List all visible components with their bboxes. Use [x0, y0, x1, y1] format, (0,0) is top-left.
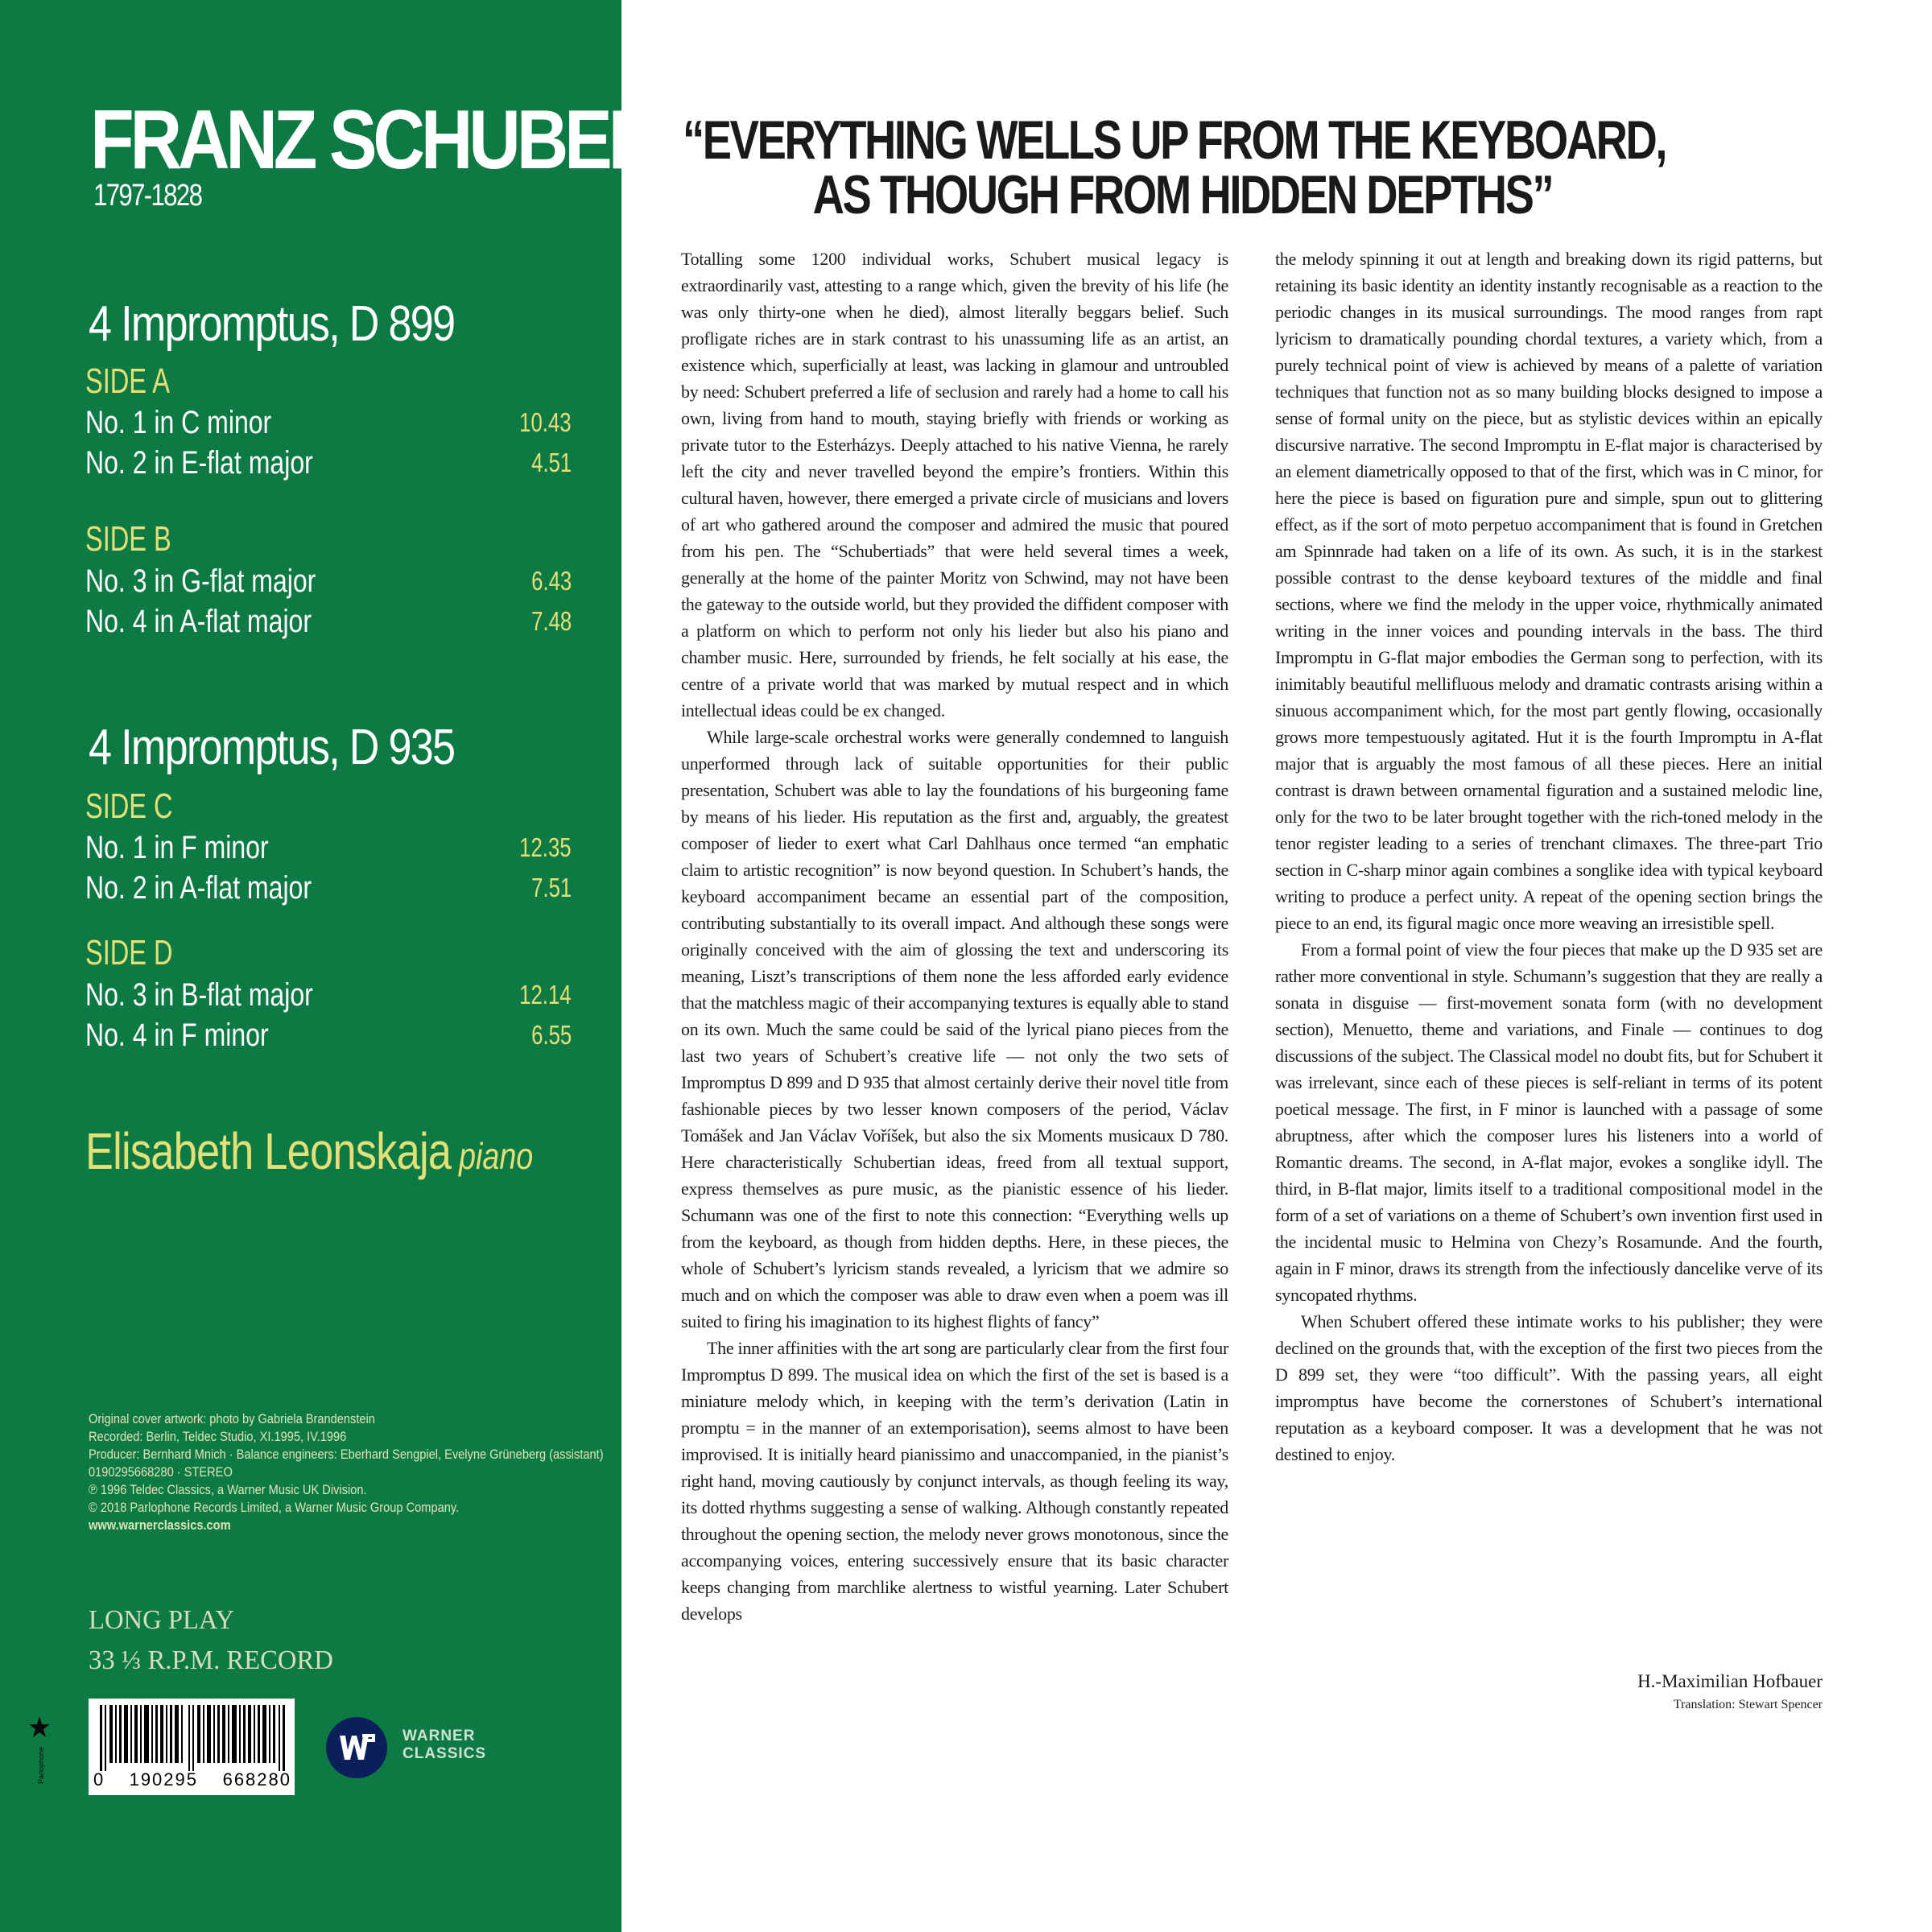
track-row [85, 444, 572, 481]
work-title: 4 Impromptus, D 935 [89, 720, 455, 775]
barcode-bars-icon [100, 1705, 285, 1771]
side-label: SIDE D [85, 933, 173, 972]
track-title: No. 2 in E-flat major [85, 445, 313, 481]
track-row [85, 563, 572, 600]
record-format [89, 1600, 333, 1681]
essay-column-left [681, 246, 1228, 1627]
track-duration: 12.14 [519, 980, 572, 1009]
track-row [85, 603, 572, 640]
essay-paragraph: From a formal point of view the four pieces that make up the D 935 set are rather more conventional in style. Schumann’s suggestion that they are really a sonata in disguise — first-movement sonata form (with no development section), Menuetto, theme and variations, and Finale — continues to dog discussions of the subject. The Classical model no doubt fits, but for Schubert it was irrelevant, since each of these pieces is self-reliant in terms of its potent poetical message. The first, in F minor is launched with a passage of some abruptness, after which the composer lures his listeners into a world of Romantic dreams. The second, in A-flat major, evokes a songlike idyll. The third, in B-flat major, limits itself to a traditional compositional model in the form of a set of variations on a theme of Schubert’s own invention first used in the incidental music to Helmina von Chezy’s Rosamunde. And the fourth, again in F minor, draws its strength from the infectiously dancelike verve of its syncopated rhythms. [1275, 939, 1823, 1305]
side-label: SIDE A [85, 361, 170, 401]
label-brand [402, 1728, 486, 1763]
track-title: No. 4 in F minor [85, 1018, 269, 1053]
barcode-group: 668280 [222, 1769, 291, 1790]
track-row [85, 829, 572, 866]
performer-credit [85, 1122, 534, 1180]
side-label: SIDE B [85, 519, 171, 559]
website-link[interactable]: www.warnerclassics.com [89, 1517, 231, 1533]
track-row [85, 404, 572, 441]
headline-line1: “EVERYTHING WELLS UP FROM THE KEYBOARD, [683, 109, 1666, 171]
credit-line: ℗ 1996 Teldec Classics, a Warner Music UK Division. [89, 1482, 367, 1497]
credit-line: Recorded: Berlin, Teldec Studio, XI.1995, IV.1996 [89, 1429, 347, 1444]
svg-text:Parlophone: Parlophone [37, 1746, 45, 1784]
essay-paragraph: The inner affinities with the art song are particularly clear from the first four Impromptus D 899. The musical idea on which the first of the set is based is a miniature melody which, in keeping with the term’s derivation (Latin in promptu = in the manner of an extemporisation), seems almost to have been improvised. It is initially heard pianissimo and unaccompanied, in the pianist’s right hand, moving cautiously by conjunct intervals, as though feeling its way, its dotted rhythms suggesting a sense of walking. Although constantly repeated throughout the opening section, the melody never grows monotonous, since the accompanying voices, entering successively ensure that its basic character keeps changing from marchlike alertness to wistful yearning. Later Schubert develops [681, 1338, 1228, 1624]
composer-name: FRANZ SCHUBERT [90, 93, 696, 187]
credit-line: 0190295668280 · STEREO [89, 1464, 233, 1480]
barcode [89, 1699, 295, 1795]
barcode-number [93, 1769, 291, 1790]
record-format-line1: LONG PLAY [89, 1605, 235, 1635]
label-brand-line1: WARNER [402, 1728, 476, 1744]
essay-author: H.-Maximilian Hofbauer [1637, 1671, 1823, 1691]
track-duration: 4.51 [530, 448, 572, 477]
performer-instrument: piano [458, 1135, 534, 1177]
headline-line2: AS THOUGH FROM HIDDEN DEPTHS” [812, 164, 1552, 225]
track-title: No. 3 in G-flat major [85, 564, 316, 599]
composer-dates: 1797-1828 [93, 179, 202, 213]
track-duration: 10.43 [519, 407, 572, 437]
credit-line: © 2018 Parlophone Records Limited, a Warner Music Group Company. [89, 1500, 460, 1515]
track-title: No. 1 in F minor [85, 830, 269, 865]
performer-name: Elisabeth Leonskaja [85, 1122, 452, 1180]
track-row [85, 1017, 572, 1054]
essay-column-right [1275, 246, 1823, 1468]
side-label: SIDE C [85, 786, 173, 826]
label-brand-line2: CLASSICS [402, 1745, 487, 1762]
essay-paragraph: While large-scale orchestral works were generally condemned to languish unperformed through lack of suitable opportunities for their public presentation, Schubert was able to lay the foundations of his burgeoning fame by means of his lieder. His reputation as the first and, arguably, the greatest composer of lieder to exert what Carl Dahlhaus once termed “an emphatic claim to artistic recognition” is now beyond question. In Schubert’s hands, the keyboard accompaniment became an essential part of the composition, contributing substantially to its overall impact. And although these songs were originally conceived with the aim of glossing the text and underscoring its meaning, Liszt’s transcriptions of them none the less afforded early evidence that the matchless magic of their accompanying textures is equally able to stand on its own. Much the same could be said of the lyrical piano pieces from the last two years of Schubert’s creative life — not only the two sets of Impromptus D 899 and D 935 that almost certainly derive their novel title from fashionable pieces by two lesser known composers of the period, Václav Tomášek and Jan Václav Voříšek, but also the six Moments musicaux D 780. Here characteristically Schubertian ideas, freed from all textual support, express themselves as pure music, as the pianistic essence of his lieder. Schumann was one of the first to note this connection: “Everything wells up from the keyboard, as though from hidden depths. Here, in these pieces, the whole of Schubert’s lyricism stands revealed, a lyricism that we admire so much and on which the composer was able to draw even when a poem was ill suited to firing his imagination to its highest flights of fancy” [681, 727, 1228, 1331]
work-title: 4 Impromptus, D 899 [89, 296, 455, 352]
essay-signature [1275, 1668, 1823, 1715]
track-row [85, 869, 572, 906]
track-duration: 6.43 [530, 566, 572, 596]
parlophone-logo-icon [24, 1713, 55, 1785]
credit-line: Producer: Bernhard Mnich · Balance engineers: Eberhard Sengpiel, Evelyne Grüneberg (assistant) [89, 1447, 604, 1462]
track-title: No. 2 in A-flat major [85, 870, 312, 906]
essay-translator: Translation: Stewart Spencer [1673, 1698, 1823, 1711]
essay-paragraph: When Schubert offered these intimate works to his publisher; they were declined on the grounds that, with the exception of the first two pieces from the D 899 set, they were “too difficult”. With the passing years, all eight impromptus have become the cornerstones of Schubert’s international reputation as a keyboard composer. It was a development that he was not destined to enjoy. [1275, 1311, 1823, 1464]
track-title: No. 4 in A-flat major [85, 604, 312, 639]
barcode-group: 190295 [129, 1769, 198, 1790]
track-row [85, 976, 572, 1013]
barcode-digit: 0 [93, 1769, 104, 1790]
track-duration: 7.51 [530, 873, 572, 902]
essay-paragraph: Totalling some 1200 individual works, Schubert musical legacy is extraordinarily vast, attesting to a range which, given the brevity of his life (he was only thirty-one when he died), almost literally beggars belief. Such profligate riches are in stark contrast to his unassuming life as an artist, an existence which, superficially at least, was lacking in glamour and untroubled by need: Schubert preferred a life of seclusion and rarely had a home to call his own, living from hand to mouth, staying briefly with friends or working as private tutor to the Esterházys. Deeply attached to his native Vienna, he rarely left the city and never travelled beyond the empire’s frontiers. Within this cultural haven, however, there emerged a private circle of musicians and lovers of art who gathered around the composer and admired the music that poured from his pen. The “Schubertiads” that were held several times a week, generally at the home of the painter Moritz von Schwind, may not have been the gateway to the outside world, but they provided the diffident composer with a platform on which to perform not only his lieder but also his piano and chamber music. Here, surrounded by friends, he felt socially at his ease, the centre of a private world that was marked by mutual respect and in which intellectual ideas could be ex changed. [681, 249, 1228, 720]
record-format-line2: 33 ⅓ R.P.M. RECORD [89, 1645, 333, 1675]
track-title: No. 1 in C minor [85, 405, 272, 440]
essay-paragraph: the melody spinning it out at length and breaking down its rigid patterns, but retaining its basic identity an identity instantly recognisable as a reaction to the periodic changes in its musical surroundings. The mood ranges from rapt lyricism to dramatically pounding chordal textures, a variety which, from a purely technical point of view is achieved by means of a palette of variation techniques that function not as so many building blocks designed to impose a sense of formal unity on the piece, but as stylistic devices within an epically discursive narrative. The second Impromptu in E-flat major is characterised by an element diametrically opposed to that of the first, which was in C minor, for here the piece is based on figuration pure and simple, spun out to glittering effect, as if the sort of moto perpetuo accompaniment that is found in Gretchen am Spinnrade had taken on a life of its own. As such, it is in the starkest possible contrast to the dense keyboard textures of the middle and final sections, where we find the melody in the upper voice, rhythmically animated writing in the inner voices and pounding intervals in the bass. The third Impromptu in G-flat major embodies the German song to perfection, with its inimitably beautiful mellifluous melody and dramatic contrasts arising within a sinuous accompaniment which, for the most part gently flowing, occasionally grows more tempestuously agitated. Hut it is the fourth Impromptu in A-flat major that is arguably the most famous of all these pieces. Here an initial contrast is drawn between ornamental figuration and a sustained melodic line, only for the two to be later brought together with the rich-toned melody in the tenor register leading to a series of trenchant climaxes. The three-part Trio section in C-sharp minor again combines a songlike idea with typical keyboard writing to produce a perfect unity. A repeat of the opening section brings the piece to an end, its figural magic once more weaving an irresistible spell. [1275, 249, 1823, 933]
track-duration: 7.48 [530, 606, 572, 636]
production-credits [89, 1410, 604, 1534]
track-duration: 6.55 [530, 1020, 572, 1050]
track-duration: 12.35 [519, 832, 572, 862]
warner-classics-logo-icon [325, 1716, 388, 1779]
credit-line: Original cover artwork: photo by Gabriela Brandenstein [89, 1411, 375, 1426]
track-title: No. 3 in B-flat major [85, 977, 313, 1013]
tracklist-panel [0, 0, 696, 1932]
